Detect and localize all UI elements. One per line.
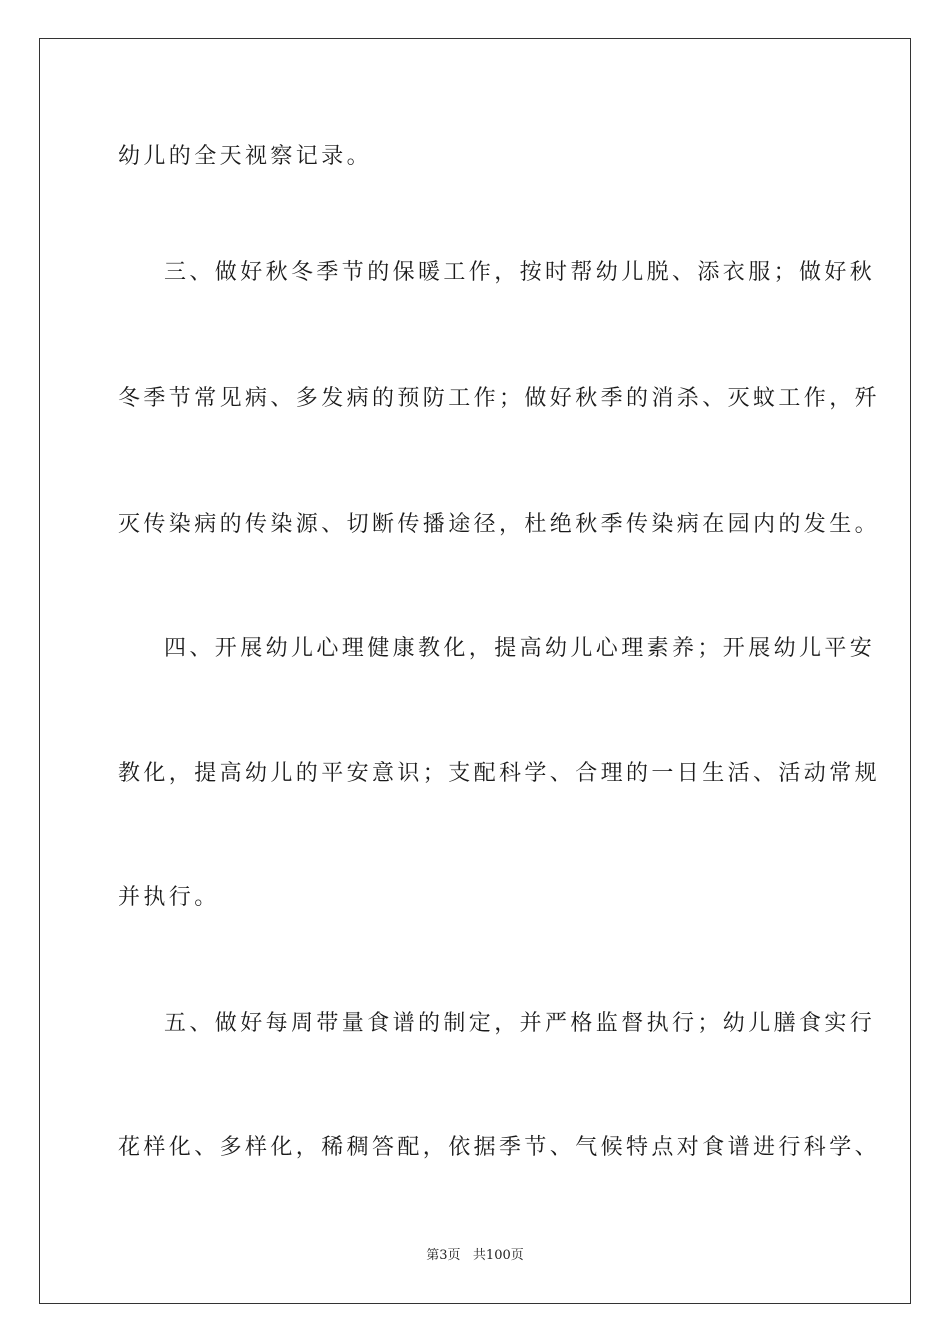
page-number-footer: 第3页 共100页 [426,1248,524,1263]
paragraph-3-line-3: 灭传染病的传染源、切断传播途径，杜绝秋季传染病在园内的发生。 [118,512,881,537]
paragraph-5-line-1: 五、做好每周带量食谱的制定，并严格监督执行；幼儿膳食实行 [164,1011,876,1036]
paragraph-5-line-2: 花样化、多样化，稀稠答配，依据季节、气候特点对食谱进行科学、 [118,1135,881,1160]
paragraph-4-line-2: 教化，提高幼儿的平安意识；支配科学、合理的一日生活、活动常规 [118,761,881,786]
paragraph-4-line-1: 四、开展幼儿心理健康教化，提高幼儿心理素养；开展幼儿平安 [164,636,876,661]
paragraph-3-line-1: 三、做好秋冬季节的保暖工作，按时帮幼儿脱、添衣服；做好秋 [164,260,876,285]
paragraph-3-line-2: 冬季节常见病、多发病的预防工作；做好秋季的消杀、灭蚊工作，歼 [118,386,881,411]
text-line-1: 幼儿的全天视察记录。 [118,144,373,169]
page-frame [39,38,911,1304]
paragraph-4-line-3: 并执行。 [118,885,220,910]
